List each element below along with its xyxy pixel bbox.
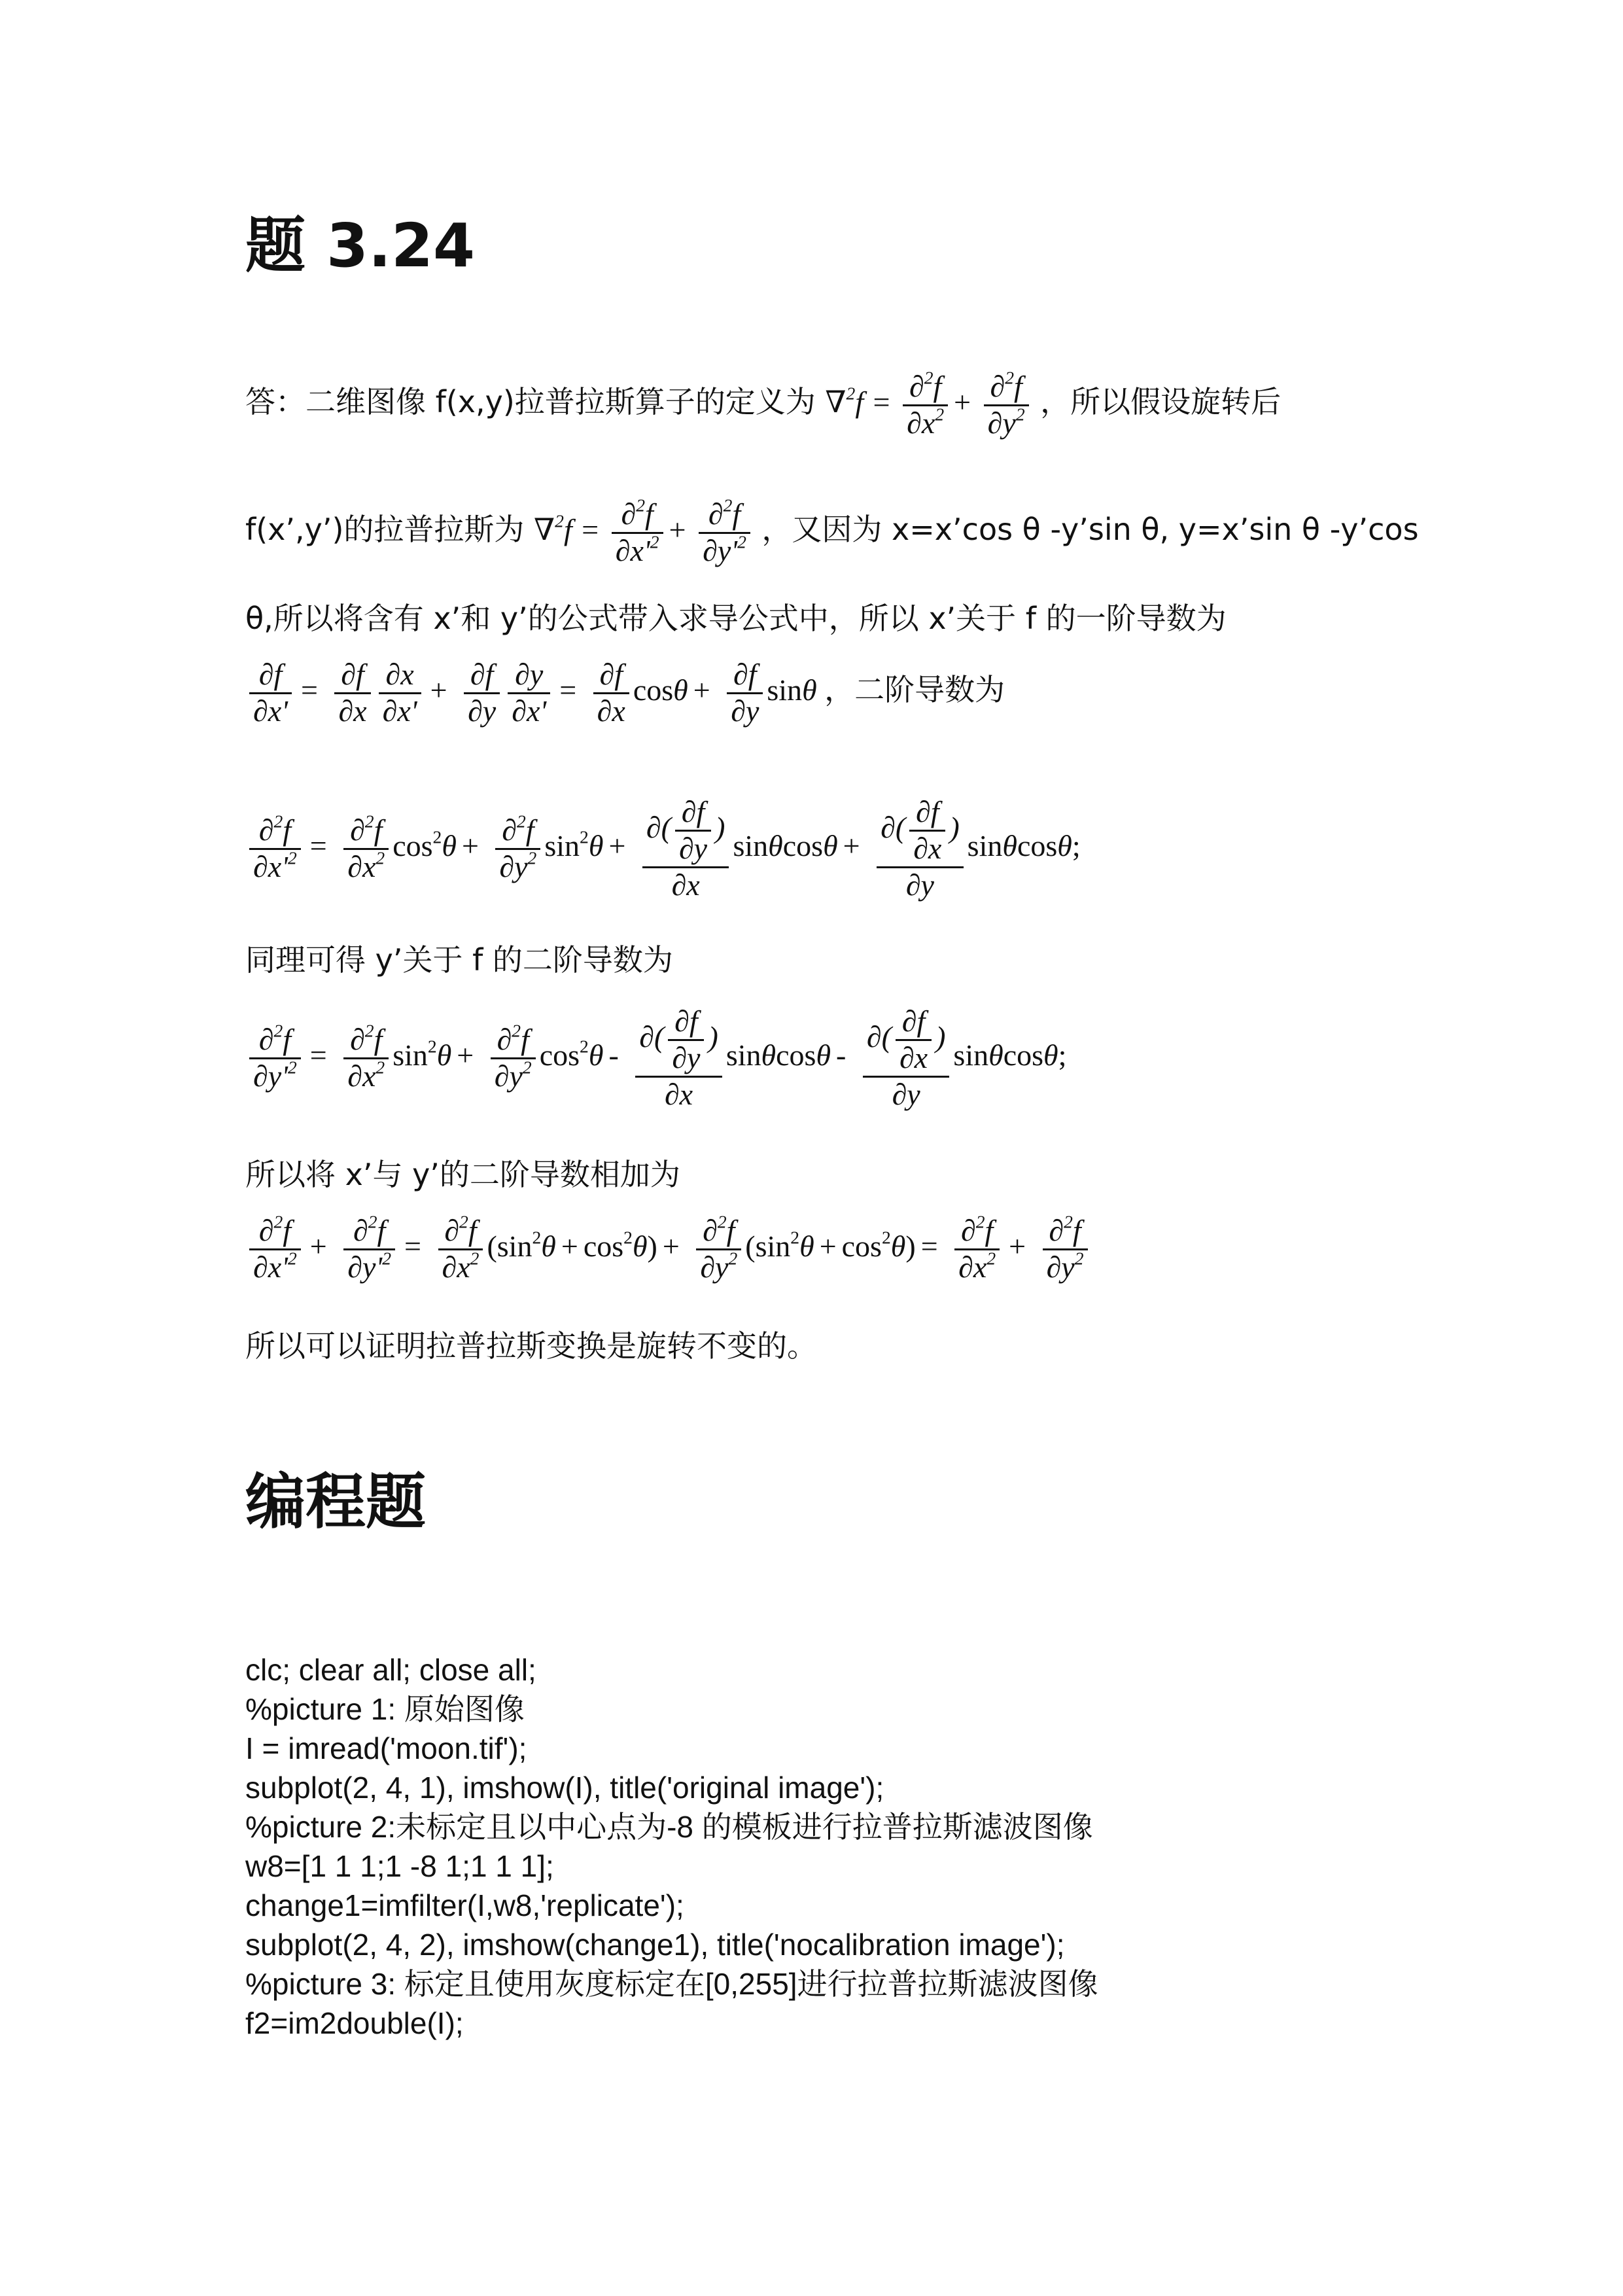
code-line: %picture 2:未标定且以中心点为-8 的模板进行拉普拉斯滤波图像 bbox=[245, 1810, 1093, 1844]
second-derivative-x-formula: $\frac{\partial^2f}{\partial x'^2}$ = $\frac{\partial^2f}{\partial x^2}$ $\cos^2\theta$ + $\frac{\partial^2f}{\partial y^2}$ $\sin^2\theta$ + ∂( $\frac{\partial f}{\partial y}$ ) ∂x sinθcosθ + ∂( $\frac{\partial f}{\partial x}$ ) ∂y sinθcosθ; bbox=[245, 795, 1081, 903]
code-line: I = imread('moon.tif'); bbox=[245, 1731, 527, 1765]
answer-line-7: 所以可以证明拉普拉斯变换是旋转不变的。 bbox=[245, 1328, 817, 1364]
code-line: f2=im2double(I); bbox=[245, 2006, 464, 2040]
section-heading-programming: 编程题 bbox=[245, 1467, 427, 1537]
answer-line-1 bbox=[245, 367, 1381, 441]
answer-line-6: 所以将 x’与 y’的二阶导数相加为 bbox=[245, 1157, 680, 1192]
answer-text-2b: ，又因为 x=x’cos θ -y’sin θ, y=x’sin θ -y’cos bbox=[761, 511, 1419, 547]
code-line: subplot(2, 4, 1), imshow(I), title('original image'); bbox=[245, 1771, 884, 1805]
code-line: %picture 3: 标定且使用灰度标定在[0,255]进行拉普拉斯滤波图像 bbox=[245, 1967, 1098, 2001]
second-derivative-y-formula: $\frac{\partial^2f}{\partial y'^2}$ = $\frac{\partial^2f}{\partial x^2}$ $\sin^2\theta$ + $\frac{\partial^2f}{\partial y^2}$ $\cos^2\theta$ - ∂( $\frac{\partial f}{\partial y}$ ) ∂x sinθcosθ - ∂( $\frac{\partial f}{\partial x}$ ) ∂y sinθcosθ; bbox=[245, 1004, 1066, 1112]
answer-line-5: 同理可得 y’关于 f 的二阶导数为 bbox=[245, 942, 673, 978]
answer-text-1a: 答：二维图像 f(x,y)拉普拉斯算子的定义为 bbox=[245, 383, 816, 419]
rotated-laplacian-formula: ∇$^2$f = $\frac{\partial^2f}{\partial x'^2}$ + $\frac{\partial^2f}{\partial y'^2}$ bbox=[534, 513, 761, 546]
answer-text-4b: ，二阶导数为 bbox=[824, 671, 1005, 707]
answer-line-2 bbox=[245, 495, 1419, 569]
code-line: clc; clear all; close all; bbox=[245, 1653, 536, 1687]
code-line: change1=imfilter(I,w8,'replicate'); bbox=[245, 1888, 684, 1922]
laplacian-definition-formula: ∇$^2$f = $\frac{\partial^2f}{\partial x^2}$ + $\frac{\partial^2f}{\partial y^2}$ bbox=[825, 385, 1040, 419]
answer-text-2a: f(x’,y’)的拉普拉斯为 bbox=[245, 511, 525, 547]
code-line: subplot(2, 4, 2), imshow(change1), title('nocalibration image'); bbox=[245, 1928, 1065, 1962]
first-derivative-formula: $\frac{\partial f}{\partial x'}$ = $\frac{\partial f}{\partial x}$ $\frac{\partial x}{\partial x'}$ + $\frac{\partial f}{\partial y}$ $\frac{\partial y}{\partial x'}$ = $\frac{\partial f}{\partial x}$ cosθ + $\frac{\partial f}{\partial y}$ sinθ ，二阶导数为 bbox=[245, 658, 1005, 729]
answer-text-1b: ，所以假设旋转后 bbox=[1040, 383, 1282, 419]
section-heading-3-24: 题 3.24 bbox=[245, 211, 476, 281]
sum-formula: $\frac{\partial^2f}{\partial x'^2}$ + $\frac{\partial^2f}{\partial y'^2}$ = $\frac{\partial^2f}{\partial x^2}$ $(\sin^2\theta + \cos^2\theta)$ + $\frac{\partial^2f}{\partial y^2}$ $(\sin^2\theta + \cos^2\theta)$ = $\frac{\partial^2f}{\partial x^2}$ + $\frac{\partial^2f}{\partial y^2}$ bbox=[245, 1214, 1092, 1285]
code-line: %picture 1: 原始图像 bbox=[245, 1692, 525, 1726]
code-line: w8=[1 1 1;1 -8 1;1 1 1]; bbox=[245, 1849, 554, 1883]
answer-line-3: θ,所以将含有 x’和 y’的公式带入求导公式中，所以 x’关于 f 的一阶导数为 bbox=[245, 601, 1227, 636]
